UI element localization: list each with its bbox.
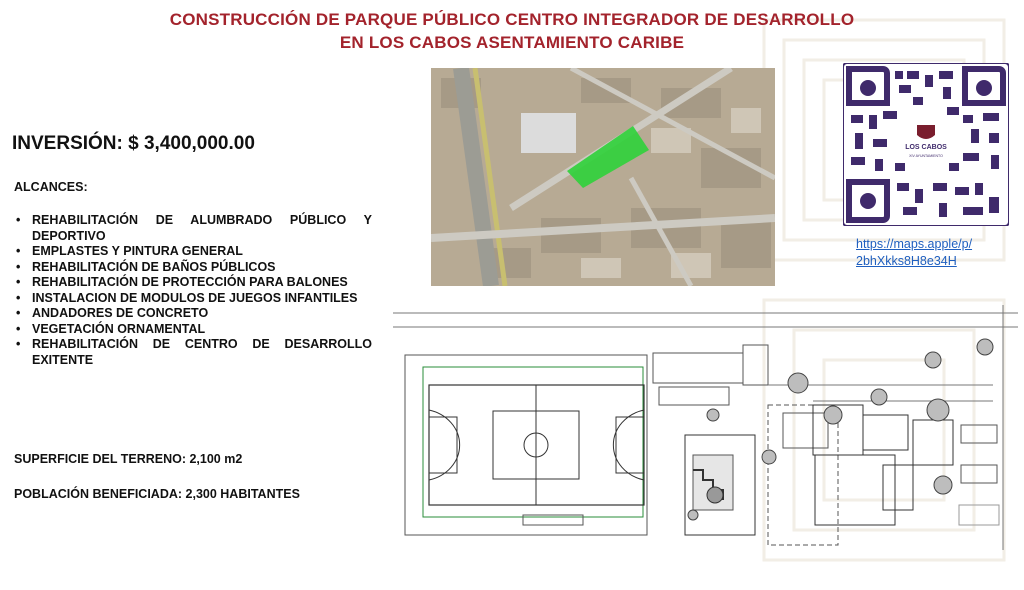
page-title-line2: EN LOS CABOS ASENTAMIENTO CARIBE [339,33,685,52]
investment-amount: INVERSIÓN: $ 3,400,000.00 [12,133,255,154]
scope-item: • REHABILITACIÓN DE PROTECCIÓN PARA BALONES [14,275,372,291]
satellite-map [431,68,775,286]
map-link-line1[interactable]: https://maps.apple/p/ [856,237,973,251]
scope-item: • EMPLASTES Y PINTURA GENERAL [14,244,372,260]
scope-list [14,213,372,368]
qr-logo-name: LOS CABOS [905,144,947,151]
scope-item: • REHABILITACIÓN DE ALUMBRADO PÚBLICO Y DEPORTIVO [14,213,372,244]
qr-code[interactable] [843,63,1009,226]
map-link-line2[interactable]: 2bhXkks8H8e34H [856,254,957,268]
qr-logo-tagline: XIV AYUNTAMIENTO [909,154,943,158]
scope-item: • ANDADORES DE CONCRETO [14,306,372,322]
scope-item: • REHABILITACIÓN DE CENTRO DE DESARROLLO EXITENTE [14,337,372,368]
land-surface: SUPERFICIE DEL TERRENO: 2,100 m2 [14,452,243,466]
scope-heading: ALCANCES: [14,180,88,194]
scope-item: • INSTALACION DE MODULOS DE JUEGOS INFANTILES [14,291,372,307]
scope-item: • VEGETACIÓN ORNAMENTAL [14,322,372,338]
map-link[interactable] [856,236,972,270]
beneficiary-population: POBLACIÓN BENEFICIADA: 2,300 HABITANTES [14,487,300,501]
site-plan-drawing [393,305,1018,550]
scope-item: • REHABILITACIÓN DE BAÑOS PÚBLICOS [14,260,372,276]
page-title-line1: CONSTRUCCIÓN DE PARQUE PÚBLICO CENTRO INTEGRADOR DE DESARROLLO [169,10,855,29]
